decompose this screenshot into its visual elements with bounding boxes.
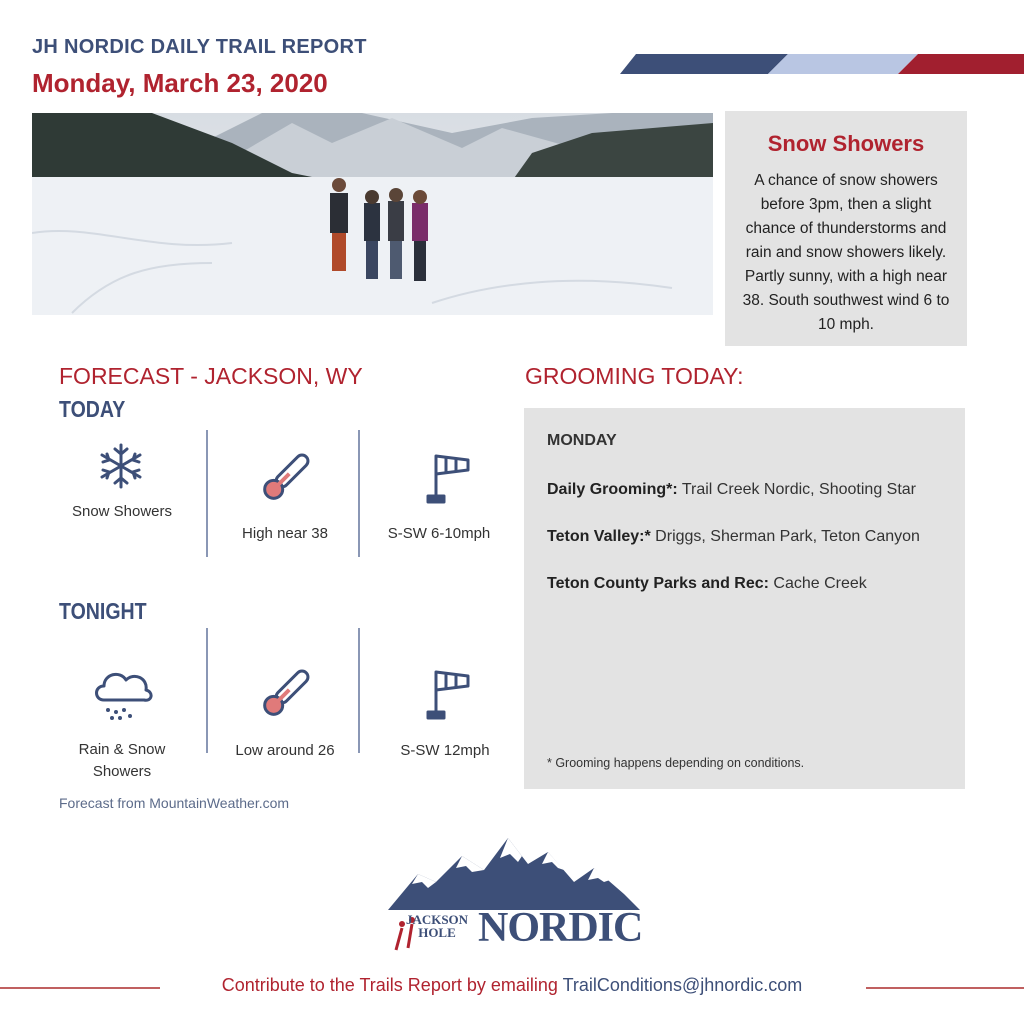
logo-line2: HOLE (418, 925, 456, 940)
grooming-row-label: Daily Grooming*: (547, 481, 678, 498)
summary-title: Snow Showers (767, 131, 925, 156)
divider (358, 430, 360, 557)
weather-summary-panel (725, 111, 967, 346)
grooming-row (547, 528, 920, 546)
grooming-row (547, 481, 916, 499)
footer-cta (0, 975, 1024, 996)
divider (358, 628, 360, 753)
tonight-wind: S-SW 12mph (400, 742, 490, 759)
windsock-icon (424, 668, 472, 720)
windsock-icon (424, 452, 472, 504)
grooming-row-value: Trail Creek Nordic, Shooting Star (677, 481, 917, 498)
report-title: JH NORDIC DAILY TRAIL REPORT (32, 36, 367, 58)
today-label: TODAY (59, 396, 126, 422)
forecast-credit: Forecast from MountainWeather.com (59, 795, 290, 811)
grooming-row-value: Cache Creek (768, 575, 867, 592)
grooming-row-value: Driggs, Sherman Park, Teton Canyon (650, 528, 920, 545)
today-conditions: Snow Showers (71, 503, 173, 520)
snowflake-icon (98, 442, 144, 490)
divider (206, 628, 208, 753)
footer-text: Contribute to the Trails Report by emailing (221, 975, 563, 995)
grooming-row-label: Teton County Parks and Rec: (547, 575, 769, 592)
grooming-row (547, 575, 867, 593)
forecast-heading: FORECAST - JACKSON, WY (59, 363, 363, 389)
thermometer-icon (256, 452, 314, 504)
grooming-note: * Grooming happens depending on conditions. (547, 756, 805, 770)
today-wind: S-SW 6-10mph (387, 525, 491, 542)
divider (206, 430, 208, 557)
thermometer-icon (256, 668, 314, 720)
grooming-day: MONDAY (547, 432, 617, 449)
logo-line1: JACKSON (405, 912, 469, 927)
logo-nordic: NORDIC (478, 905, 643, 951)
header-stripes (608, 42, 1024, 88)
tonight-label: TONIGHT (59, 598, 147, 624)
summary-text: A chance of snow showers before 3pm, then a slight chance of thunderstorms and rain and snow showers likely. Partly sunny, with a high near 38. South southwest wind 6 to 10 mph. (742, 172, 950, 333)
grooming-row-label: Teton Valley:* (547, 528, 651, 545)
skiers-photo (32, 113, 713, 315)
logo-text-jackson-hole (395, 913, 479, 939)
report-date: Monday, March 23, 2020 (32, 68, 328, 98)
tonight-temp: Low around 26 (235, 742, 335, 759)
grooming-heading: GROOMING TODAY: (525, 363, 744, 389)
footer-email-link[interactable]: TrailConditions@jhnordic.com (562, 975, 803, 995)
grooming-panel (524, 408, 965, 789)
today-temp: High near 38 (242, 525, 328, 542)
tonight-conditions: Rain & Snow Showers (78, 741, 166, 780)
snow-cloud-icon (90, 660, 156, 726)
